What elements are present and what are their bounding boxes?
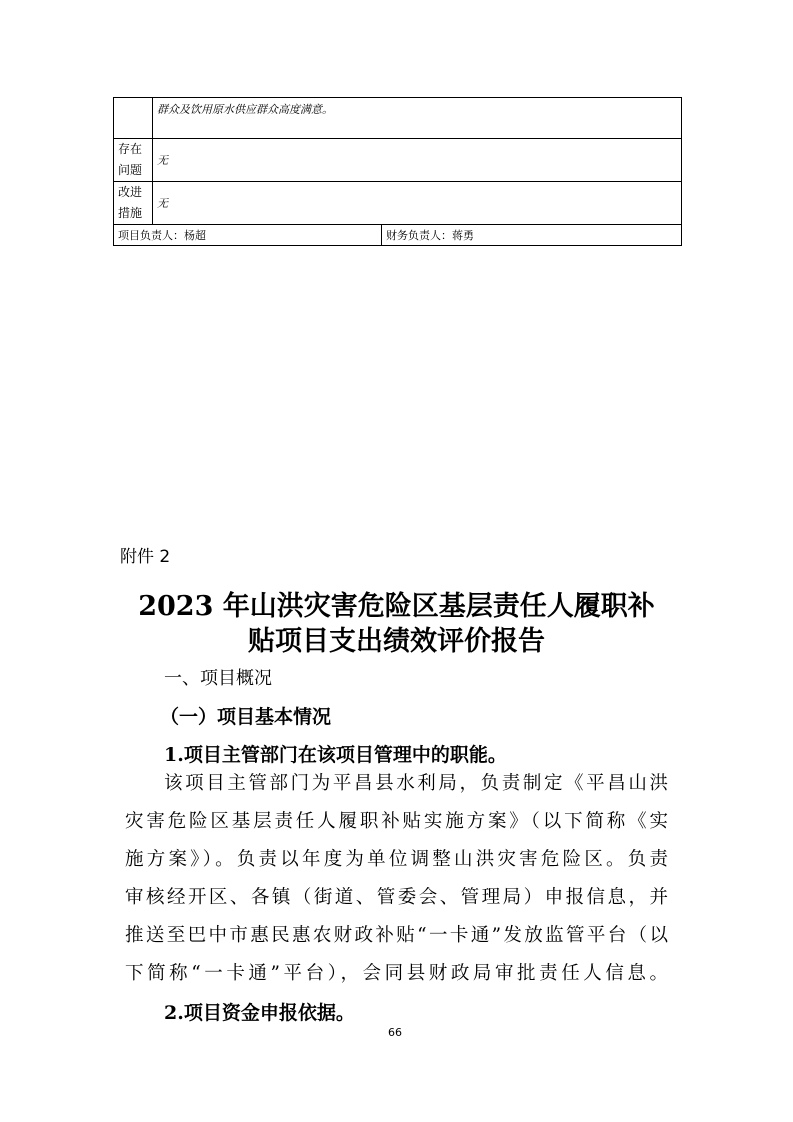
page-number: 66	[388, 1026, 402, 1039]
finance-lead: 财务负责人：蒋勇	[386, 229, 474, 242]
evaluation-table	[113, 97, 682, 246]
label-line: 措施	[118, 206, 143, 220]
label-line: 问题	[118, 163, 143, 177]
row3-text: 无	[153, 182, 682, 225]
paragraph-line: 下简称“一卡通”平台），会同县财政局审批责任人信息。	[125, 963, 668, 984]
paragraph-line: 该项目主管部门为平昌县水利局，负责制定《平昌山洪	[164, 773, 668, 794]
project-lead: 项目负责人：杨超	[114, 225, 382, 245]
row1-text: 群众及饮用原水供应群众高度满意。	[153, 98, 682, 139]
row2-label	[114, 139, 153, 182]
title-line-1: 2023 年山洪灾害危险区基层责任人履职补	[138, 591, 655, 622]
paragraph-line: 审核经开区、各镇（街道、管委会、管理局）申报信息，并	[125, 887, 668, 908]
subsection-heading: （一）项目基本情况	[160, 706, 332, 728]
item-heading-1: 1.项目主管部门在该项目管理中的职能。	[164, 744, 507, 766]
label-line: 改进	[118, 185, 143, 199]
item-heading-2: 2.项目资金申报依据。	[164, 1002, 355, 1024]
section-heading: 一、项目概况	[164, 668, 272, 689]
paragraph-line: 推送至巴中市惠民惠农财政补贴“一卡通”发放监管平台（以	[125, 925, 668, 946]
attachment-label: 附件 2	[120, 547, 171, 567]
row3-label	[114, 182, 153, 225]
title-line-2: 贴项目支出绩效评价报告	[248, 626, 545, 657]
row2-text: 无	[153, 139, 682, 182]
paragraph-line: 施方案》）。负责以年度为单位调整山洪灾害危险区。负责	[125, 849, 668, 870]
paragraph-line: 灾害危险区基层责任人履职补贴实施方案》（以下简称《实	[125, 811, 668, 832]
label-line: 存在	[118, 142, 143, 156]
